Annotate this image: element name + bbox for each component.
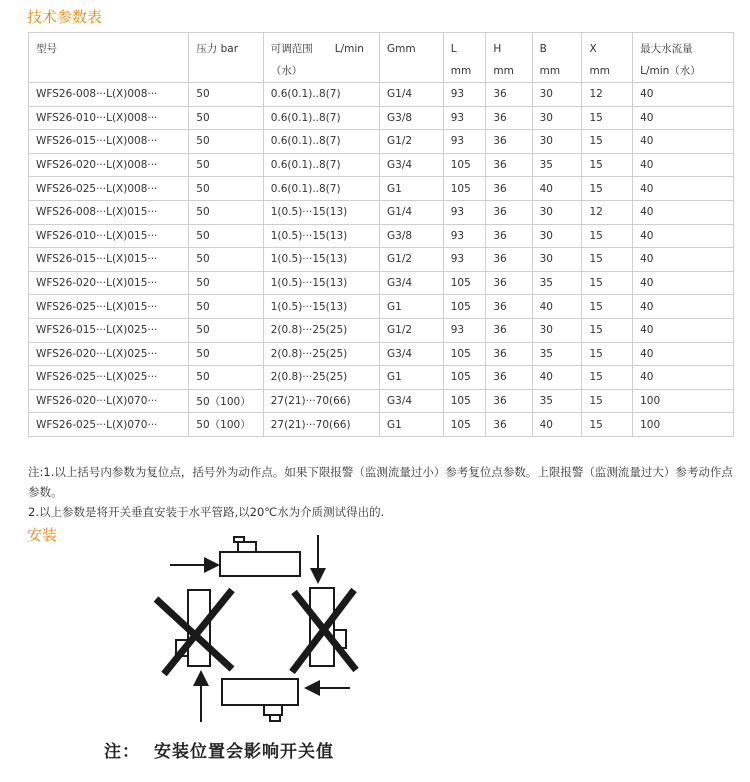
table-cell: 50: [189, 130, 263, 154]
table-cell: WFS26-025···L(X)025···: [29, 366, 189, 390]
table-cell: 105: [443, 342, 486, 366]
table-cell: 36: [486, 318, 532, 342]
table-cell: 36: [486, 248, 532, 272]
table-cell: WFS26-020···L(X)025···: [29, 342, 189, 366]
table-cell: 0.6(0.1)..8(7): [263, 106, 379, 130]
header-cell: [582, 33, 633, 83]
table-cell: G3/8: [380, 106, 444, 130]
table-cell: G1/2: [380, 130, 444, 154]
table-cell: 50: [189, 83, 263, 107]
header-sublabel: （水）: [270, 65, 303, 77]
table-cell: WFS26-020···L(X)015···: [29, 271, 189, 295]
table-cell: 30: [532, 106, 582, 130]
table-cell: 100: [633, 413, 734, 437]
header-cell: [532, 33, 582, 83]
header-label: 可调范围: [270, 43, 313, 55]
table-cell: 36: [486, 413, 532, 437]
table-cell: 35: [532, 153, 582, 177]
table-row: [29, 248, 734, 272]
table-cell: G1: [380, 177, 444, 201]
table-row: [29, 413, 734, 437]
table-row: [29, 83, 734, 107]
table-cell: 50: [189, 177, 263, 201]
spec-table-title: 技术参数表: [27, 8, 103, 26]
table-cell: 12: [582, 83, 633, 107]
table-cell: 93: [443, 83, 486, 107]
table-cell: 93: [443, 130, 486, 154]
note-1: 注:1.以上括号内参数为复位点，括号外为动作点。如果下限报警（监测流量过小）参考复位点参数。上限报警（监测流量过大）参考动作点参数。: [28, 465, 733, 499]
table-cell: 0.6(0.1)..8(7): [263, 83, 379, 107]
header-label: X: [589, 43, 597, 55]
header-label: 型号: [36, 43, 57, 55]
table-cell: 15: [582, 248, 633, 272]
table-cell: G1: [380, 295, 444, 319]
table-cell: 1(0.5)···15(13): [263, 224, 379, 248]
table-cell: G3/4: [380, 271, 444, 295]
table-cell: 15: [582, 106, 633, 130]
table-cell: 50: [189, 366, 263, 390]
table-cell: 15: [582, 342, 633, 366]
header-cell: [263, 33, 379, 83]
table-cell: 50: [189, 153, 263, 177]
table-cell: G1/4: [380, 200, 444, 224]
table-cell: WFS26-025···L(X)015···: [29, 295, 189, 319]
table-cell: 93: [443, 224, 486, 248]
table-cell: 15: [582, 271, 633, 295]
table-cell: 36: [486, 106, 532, 130]
table-cell: WFS26-015···L(X)008···: [29, 130, 189, 154]
table-cell: G1: [380, 413, 444, 437]
table-cell: 100: [633, 389, 734, 413]
table-cell: 50: [189, 224, 263, 248]
table-cell: 40: [633, 130, 734, 154]
installation-diagram: [98, 532, 368, 737]
table-cell: 0.6(0.1)..8(7): [263, 130, 379, 154]
table-cell: 36: [486, 200, 532, 224]
table-cell: 30: [532, 248, 582, 272]
table-cell: 105: [443, 295, 486, 319]
table-row: [29, 106, 734, 130]
table-cell: 105: [443, 153, 486, 177]
diagram-note: [104, 737, 334, 762]
header-cell: [29, 33, 189, 83]
header-label: 压力 bar: [196, 43, 239, 55]
table-cell: WFS26-010···L(X)015···: [29, 224, 189, 248]
diagram-note-prefix: 注：: [104, 742, 140, 762]
header-sublabel: mm: [493, 65, 514, 77]
table-cell: G1: [380, 366, 444, 390]
table-cell: WFS26-010···L(X)008···: [29, 106, 189, 130]
table-cell: WFS26-025···L(X)008···: [29, 177, 189, 201]
table-cell: WFS26-020···L(X)008···: [29, 153, 189, 177]
table-cell: 15: [582, 177, 633, 201]
table-row: [29, 295, 734, 319]
notes: [28, 462, 738, 522]
table-row: [29, 177, 734, 201]
header-label: Gmm: [387, 43, 416, 55]
header-sublabel: mm: [539, 65, 561, 77]
table-cell: 36: [486, 224, 532, 248]
table-cell: 35: [532, 389, 582, 413]
header-sublabel: L/min（水）: [640, 65, 701, 77]
table-cell: 40: [633, 342, 734, 366]
table-cell: 40: [633, 318, 734, 342]
table-cell: WFS26-008···L(X)008···: [29, 83, 189, 107]
table-cell: 50（100）: [189, 389, 263, 413]
table-cell: G1/2: [380, 248, 444, 272]
table-cell: 30: [532, 83, 582, 107]
table-row: [29, 153, 734, 177]
table-cell: 40: [633, 106, 734, 130]
table-cell: 27(21)···70(66): [263, 413, 379, 437]
table-row: [29, 200, 734, 224]
table-cell: 0.6(0.1)..8(7): [263, 153, 379, 177]
table-cell: 105: [443, 177, 486, 201]
table-cell: 15: [582, 130, 633, 154]
table-cell: 50: [189, 248, 263, 272]
table-cell: 36: [486, 177, 532, 201]
note-2: 2.以上参数是将开关垂直安装于水平管路,以20℃水为介质测试得出的.: [28, 505, 385, 519]
table-cell: 50（100）: [189, 413, 263, 437]
table-cell: 40: [532, 413, 582, 437]
table-cell: 40: [532, 295, 582, 319]
table-cell: WFS26-020···L(X)070···: [29, 389, 189, 413]
header-unit: L/min: [334, 43, 364, 55]
table-cell: 36: [486, 271, 532, 295]
switch-bottom: [222, 679, 298, 721]
table-cell: 50: [189, 318, 263, 342]
header-cell: [486, 33, 532, 83]
table-cell: 93: [443, 106, 486, 130]
table-cell: 40: [633, 200, 734, 224]
table-cell: 1(0.5)···15(13): [263, 200, 379, 224]
table-cell: 40: [633, 153, 734, 177]
table-cell: 15: [582, 318, 633, 342]
table-cell: 50: [189, 200, 263, 224]
table-cell: 40: [633, 224, 734, 248]
table-cell: 35: [532, 342, 582, 366]
table-cell: 35: [532, 271, 582, 295]
header-label: H: [493, 43, 502, 55]
table-cell: 1(0.5)···15(13): [263, 248, 379, 272]
table-cell: 50: [189, 271, 263, 295]
table-cell: 50: [189, 295, 263, 319]
table-row: [29, 130, 734, 154]
table-cell: 36: [486, 389, 532, 413]
table-cell: 15: [582, 295, 633, 319]
table-cell: 36: [486, 295, 532, 319]
header-label: L: [450, 43, 457, 55]
table-row: [29, 389, 734, 413]
table-cell: 93: [443, 200, 486, 224]
table-cell: 105: [443, 389, 486, 413]
table-cell: G1/4: [380, 83, 444, 107]
table-cell: 40: [633, 271, 734, 295]
table-row: [29, 318, 734, 342]
table-cell: 36: [486, 83, 532, 107]
table-cell: 93: [443, 318, 486, 342]
table-cell: 105: [443, 271, 486, 295]
table-cell: 36: [486, 130, 532, 154]
table-cell: 2(0.8)···25(25): [263, 342, 379, 366]
table-cell: 12: [582, 200, 633, 224]
table-cell: WFS26-015···L(X)015···: [29, 248, 189, 272]
table-cell: 1(0.5)···15(13): [263, 271, 379, 295]
table-cell: 105: [443, 413, 486, 437]
table-cell: WFS26-025···L(X)070···: [29, 413, 189, 437]
table-cell: 30: [532, 318, 582, 342]
table-row: [29, 342, 734, 366]
spec-table: [28, 32, 734, 437]
header-cell: [633, 33, 734, 83]
spec-table-body: [29, 83, 734, 437]
table-cell: 40: [633, 248, 734, 272]
header-cell: [443, 33, 486, 83]
table-cell: 30: [532, 130, 582, 154]
table-cell: 36: [486, 153, 532, 177]
diagram-note-text: 安装位置会影响开关值: [154, 742, 334, 762]
table-cell: 40: [633, 366, 734, 390]
table-cell: 30: [532, 224, 582, 248]
table-cell: 27(21)···70(66): [263, 389, 379, 413]
header-label: B: [539, 43, 547, 55]
table-row: [29, 366, 734, 390]
table-cell: 40: [532, 366, 582, 390]
table-cell: 2(0.8)···25(25): [263, 318, 379, 342]
table-cell: 30: [532, 200, 582, 224]
table-cell: G1/2: [380, 318, 444, 342]
switch-top-correct: [220, 537, 300, 576]
table-cell: 15: [582, 366, 633, 390]
table-cell: G3/8: [380, 224, 444, 248]
install-title: 安装: [27, 526, 58, 544]
header-sublabel: mm: [589, 65, 610, 77]
header-sublabel: mm: [450, 65, 472, 77]
table-cell: G3/4: [380, 153, 444, 177]
table-cell: 50: [189, 106, 263, 130]
table-cell: 40: [633, 83, 734, 107]
table-cell: 50: [189, 342, 263, 366]
header-cell: [380, 33, 444, 83]
table-row: [29, 224, 734, 248]
table-cell: G3/4: [380, 389, 444, 413]
table-cell: 40: [633, 295, 734, 319]
table-cell: 1(0.5)···15(13): [263, 295, 379, 319]
table-cell: 15: [582, 413, 633, 437]
table-cell: 40: [633, 177, 734, 201]
table-cell: 93: [443, 248, 486, 272]
table-cell: G3/4: [380, 342, 444, 366]
table-row: [29, 271, 734, 295]
header-cell: [189, 33, 263, 83]
header-label: 最大水流量: [640, 43, 693, 55]
table-cell: 15: [582, 389, 633, 413]
spec-table-header-row: [29, 33, 734, 83]
table-cell: 2(0.8)···25(25): [263, 366, 379, 390]
table-cell: 0.6(0.1)..8(7): [263, 177, 379, 201]
table-cell: 36: [486, 342, 532, 366]
table-cell: WFS26-008···L(X)015···: [29, 200, 189, 224]
table-cell: 36: [486, 366, 532, 390]
table-cell: 15: [582, 153, 633, 177]
table-cell: 15: [582, 224, 633, 248]
table-cell: 105: [443, 366, 486, 390]
table-cell: WFS26-015···L(X)025···: [29, 318, 189, 342]
table-cell: 40: [532, 177, 582, 201]
